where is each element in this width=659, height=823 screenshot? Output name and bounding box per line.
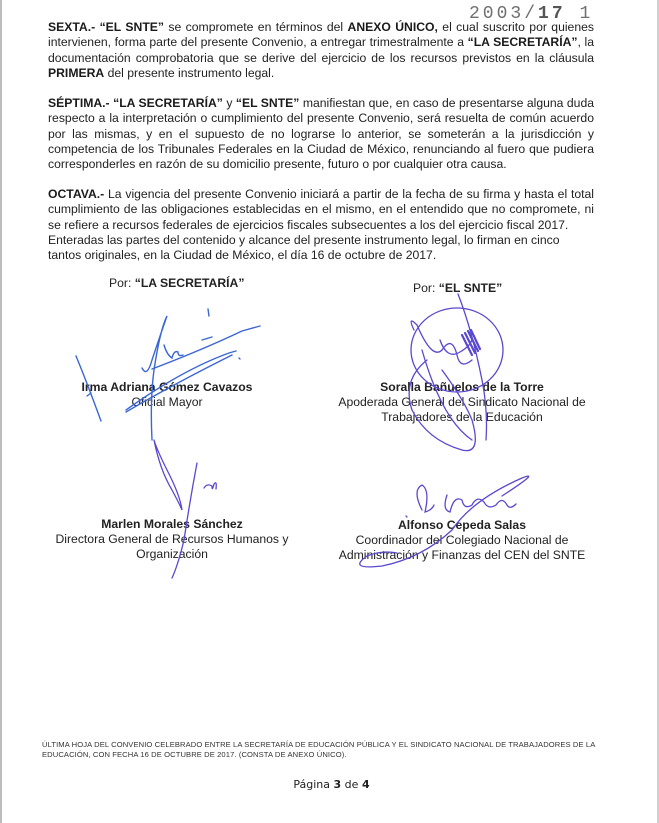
- signature-block: [332, 518, 592, 563]
- signatory-title: Coordinador del Colegiado Nacional de: [355, 533, 569, 547]
- clause-text: y: [222, 96, 236, 110]
- signatory-name: Alfonso Cepeda Salas: [397, 518, 526, 532]
- clause-septima: [48, 96, 594, 172]
- clause-text: se compromete en términos del: [164, 20, 348, 34]
- clause-sexta: [48, 20, 594, 81]
- signatory-title: Oficial Mayor: [131, 395, 203, 409]
- signatory-name: Irma Adriana Gómez Cavazos: [81, 380, 253, 394]
- clause-ref: PRIMERA: [48, 65, 105, 80]
- page-current: 3: [333, 778, 342, 791]
- signatory-title: Administración y Finanzas del CEN del SNTE: [338, 548, 586, 562]
- signatory-name: Marlen Morales Sánchez: [101, 517, 243, 531]
- clause-text: La vigencia del presente Convenio iniciará a partir de la fecha de su firma y hasta el total cumplimiento de las obligaciones establecidas en el mismo, en el entendido que no compromete, ni se refiere a recursos federales de ejercicios fiscales subsecuentes a los del ejercicio fiscal 2017.: [48, 187, 594, 232]
- party-name: “LA SECRETARÍA”: [467, 35, 578, 50]
- party-name: “EL SNTE”: [235, 96, 300, 110]
- por-label: Por:: [413, 281, 439, 295]
- annex-ref: ANEXO ÚNICO,: [347, 20, 438, 34]
- page-number: [2, 778, 659, 791]
- signature-ink-gomez: [76, 309, 260, 440]
- closing-statement: Enteradas las partes del contenido y alcance del presente instrumento legal, lo firman en cinco tantos originales, en la Ciudad de México, el día 16 de octubre de 2017.: [48, 233, 560, 263]
- signature-block: [42, 517, 302, 562]
- por-label: Por:: [109, 276, 135, 290]
- party-name: “LA SECRETARÍA”: [113, 96, 223, 110]
- party-name: “EL SNTE”: [438, 281, 503, 295]
- folio-number: 17: [538, 4, 566, 24]
- signatory-title: Trabajadores de la Educación: [381, 410, 543, 424]
- signatory-title: Apoderada General del Sindicato Nacional de: [338, 395, 586, 409]
- clause-text: , la documentación comprobatoria que se derive del ejercicio de los recursos previstos en la cláusula: [48, 35, 595, 65]
- signatory-title: Organización: [136, 547, 208, 561]
- clause-label: SÉPTIMA.-: [48, 96, 110, 110]
- clause-label: SEXTA.-: [48, 20, 96, 34]
- footer-note: ÚLTIMA HOJA DEL CONVENIO CELEBRADO ENTRE LA SECRETARÍA DE EDUCACIÓN PÚBLICA Y EL SINDICATO NACIONAL DE TRABAJADORES DE LA EDUCACIÓN, CON FECHA 16 DE OCTUBRE DE 2017. (CONSTA DE ANEXO ÚNICO).: [42, 740, 595, 759]
- page-label: Página: [293, 778, 334, 791]
- party-name: “EL SNTE”: [99, 20, 165, 34]
- clause-text: manifiestan que, en caso de presentarse alguna duda respecto a la interpretación o cumplimiento del presente Convenio, será resuelta de común acuerdo por las mismas, y en el supuesto de no lograrse lo anterior, se someterán a la jurisdicción y competencia de los Tribunales Federales en la Ciudad de México, renunciando al fuero que pudiera corresponderles en razón de su domicilio presente, futuro o por cualquier otra causa.: [48, 96, 595, 172]
- clause-label: OCTAVA.-: [48, 187, 105, 201]
- folio-prefix: 2003/: [469, 4, 539, 24]
- page-of: de: [341, 778, 362, 791]
- party-name: “LA SECRETARÍA”: [134, 276, 245, 290]
- signature-ink-banuelos: [409, 294, 503, 451]
- folio-suffix: 1: [579, 4, 594, 24]
- clause-octava: [48, 187, 594, 233]
- signatory-header-snte: [413, 281, 502, 295]
- signatory-title: Directora General de Recursos Humanos y: [55, 532, 289, 546]
- signatory-header-secretaria: [109, 276, 244, 290]
- page-total: 4: [361, 778, 370, 791]
- signature-block: [62, 380, 272, 410]
- signature-block: [332, 380, 592, 425]
- clause-text: el cual suscrito por quienes intervienen, forma parte del presente Convenio, a entregar trimestralmente a: [48, 20, 594, 50]
- signatory-name: Soralla Bañuelos de la Torre: [380, 380, 544, 394]
- clause-text: del presente instrumento legal.: [104, 65, 275, 80]
